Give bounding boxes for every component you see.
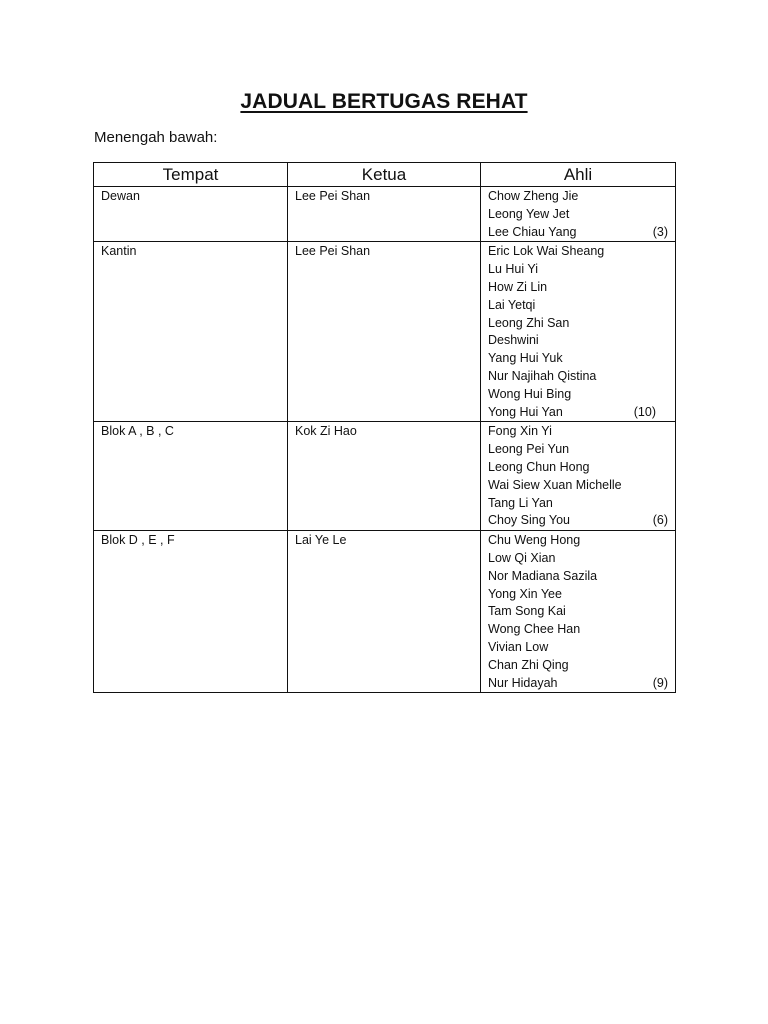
member-list [481,187,675,241]
member-name: Yong Hui Yan [488,404,563,419]
table-row [94,187,676,242]
member-name: Fong Xin Yi [488,424,552,439]
tempat-cell [94,422,288,531]
ahli-cell [481,531,676,693]
member-item [488,350,668,368]
member-item [488,423,668,441]
document-title: JADUAL BERTUGAS REHAT [240,90,528,113]
tempat-cell [94,242,288,422]
member-name: Leong Yew Jet [488,206,570,221]
member-item [488,279,668,297]
member-name: Yang Hui Yuk [488,351,563,366]
member-name: Lai Yetqi [488,297,536,312]
duty-roster-table [93,162,676,693]
member-name: Leong Pei Yun [488,442,570,457]
member-count: (9) [652,675,668,690]
member-item [488,332,668,350]
member-list [481,531,675,692]
member-name: Low Qi Xian [488,550,556,565]
member-count: (6) [652,513,668,528]
table-row [94,242,676,422]
column-header-tempat: Tempat [94,163,288,187]
tempat-value: Blok D , E , F [101,533,175,548]
ketua-cell [288,242,481,422]
member-name: Lu Hui Yi [488,262,539,277]
table-header-row [94,163,676,187]
ahli-cell [481,422,676,531]
table-row [94,531,676,693]
member-item [488,459,668,477]
member-item [488,315,668,333]
member-name: How Zi Lin [488,279,548,294]
section-subtitle: Menengah bawah: [94,129,218,146]
member-name: Leong Zhi San [488,315,570,330]
ahli-cell [481,242,676,422]
ketua-cell [288,531,481,693]
tempat-cell [94,187,288,242]
member-item [488,603,668,621]
member-name: Tam Song Kai [488,604,566,619]
member-name: Wai Siew Xuan Michelle [488,477,622,492]
member-name: Eric Lok Wai Sheang [488,244,605,259]
table-row [94,422,676,531]
member-name: Wong Chee Han [488,622,581,637]
member-name: Choy Sing You [488,513,571,528]
member-item [488,297,668,315]
member-name: Nur Najihah Qistina [488,368,597,383]
member-name: Nur Hidayah [488,675,558,690]
member-item [488,621,668,639]
member-name: Tang Li Yan [488,495,553,510]
ketua-value: Lee Pei Shan [295,244,371,259]
member-item [488,368,668,386]
member-item [488,224,668,242]
member-item [488,639,668,657]
member-item [488,206,668,224]
column-header-ketua: Ketua [288,163,481,187]
tempat-cell [94,531,288,693]
tempat-value: Dewan [101,189,140,203]
member-name: Vivian Low [488,639,549,654]
member-name: Deshwini [488,333,539,348]
member-item [488,586,668,604]
member-item [488,261,668,279]
ketua-value: Lee Pei Shan [295,189,371,203]
member-item [488,404,668,422]
member-item [488,477,668,495]
ketua-cell [288,422,481,531]
member-item [488,550,668,568]
member-item [488,512,668,530]
member-name: Yong Xin Yee [488,586,562,601]
tempat-value: Kantin [101,244,137,259]
member-count: (3) [652,224,668,239]
member-item [488,386,668,404]
tempat-value: Blok A , B , C [101,424,174,439]
member-name: Wong Hui Bing [488,386,572,401]
member-name: Chow Zheng Jie [488,189,579,203]
member-item [488,188,668,206]
ketua-value: Lai Ye Le [295,533,347,548]
member-item [488,657,668,675]
ahli-cell [481,187,676,242]
member-count: (10) [633,404,656,419]
member-name: Chu Weng Hong [488,533,581,548]
member-name: Nor Madiana Sazila [488,568,598,583]
member-list [481,242,675,421]
member-item [488,243,668,261]
member-name: Chan Zhi Qing [488,657,569,672]
column-header-ahli: Ahli [481,163,676,187]
member-item [488,532,668,550]
ketua-value: Kok Zi Hao [295,424,357,439]
ketua-cell [288,187,481,242]
member-name: Leong Chun Hong [488,459,590,474]
member-item [488,495,668,513]
member-item [488,568,668,586]
member-list [481,422,675,530]
member-item [488,675,668,693]
member-item [488,441,668,459]
member-name: Lee Chiau Yang [488,224,577,239]
